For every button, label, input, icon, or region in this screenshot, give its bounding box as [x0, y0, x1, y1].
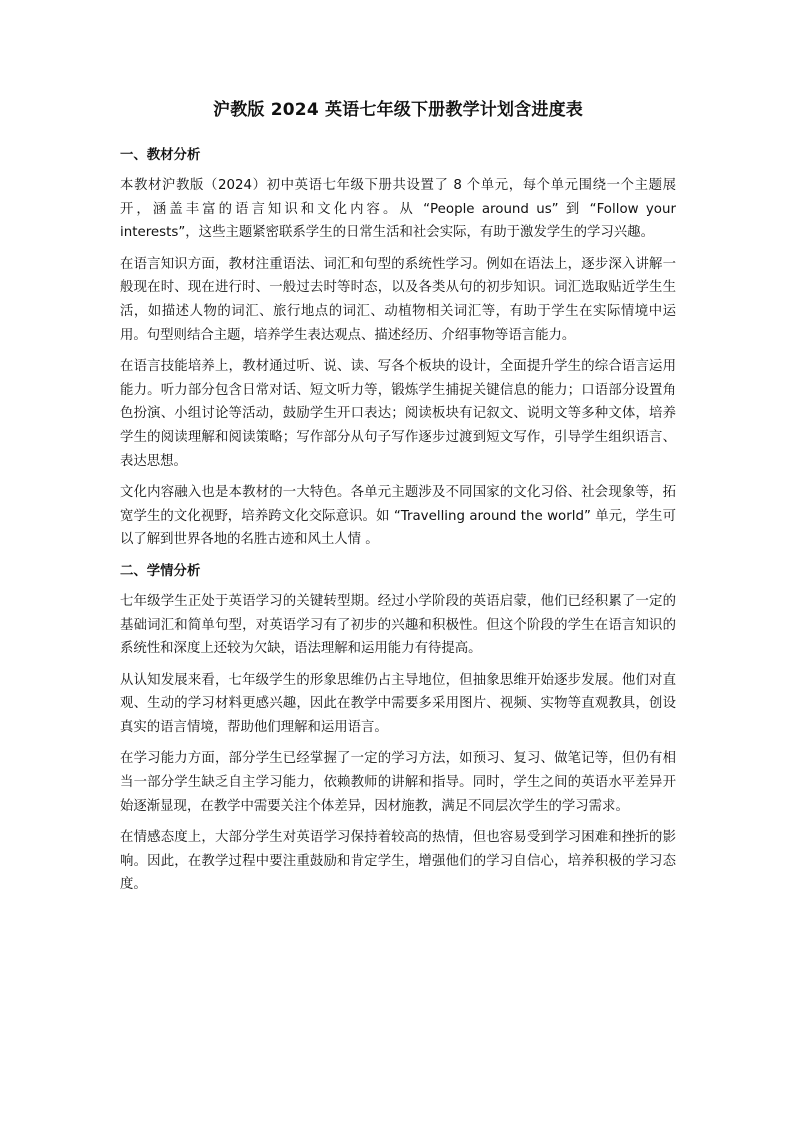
section-textbook-analysis [120, 144, 676, 552]
section-student-analysis [120, 560, 676, 897]
section-heading: 二、学情分析 [120, 563, 201, 579]
paragraph: 在语言知识方面，教材注重语法、词汇和句型的系统性学习。例如在语法上，逐步深入讲解一般现在时、现在进行时、一般过去时等时态，以及各类从句的初步知识。词汇选取贴近学生生活，如描述人物的词汇、旅行地点的词汇、动植物相关词汇等，有助于学生在实际情境中运用。句型则结合主题，培养学生表达观点、描述经历、介绍事物等语言能力。 [120, 256, 676, 343]
paragraph: 在情感态度上，大部分学生对英语学习保持着较高的热情，但也容易受到学习困难和挫折的影响。因此，在教学过程中要注重鼓励和肯定学生，增强他们的学习自信心，培养积极的学习态度。 [120, 830, 676, 893]
paragraph: 在学习能力方面，部分学生已经掌握了一定的学习方法，如预习、复习、做笔记等，但仍有相当一部分学生缺乏自主学习能力，依赖教师的讲解和指导。同时，学生之间的英语水平差异开始逐渐显现，在教学中需要关注个体差异，因材施教，满足不同层次学生的学习需求。 [120, 751, 676, 814]
paragraph: 文化内容融入也是本教材的一大特色。各单元主题涉及不同国家的文化习俗、社会现象等，拓宽学生的文化视野，培养跨文化交际意识。如 “Travelling around the world” 单元，学生可以了解到世界各地的名胜古迹和风土人情 。 [120, 485, 676, 548]
section-heading: 一、教材分析 [120, 148, 201, 163]
paragraph: 在语言技能培养上，教材通过听、说、读、写各个板块的设计，全面提升学生的综合语言运用能力。听力部分包含日常对话、短文听力等，锻炼学生捕捉关键信息的能力；口语部分设置角色扮演、小组讨论等活动，鼓励学生开口表达；阅读板块有记叙文、说明文等多种文体，培养学生的阅读理解和阅读策略；写作部分从句子写作逐步过渡到短文写作，引导学生组织语言、表达思想。 [120, 359, 676, 469]
paragraph: 从认知发展来看，七年级学生的形象思维仍占主导地位，但抽象思维开始逐步发展。他们对直观、生动的学习材料更感兴趣，因此在教学中需要多采用图片、视频、实物等直观教具，创设真实的语言情境，帮助他们理解和运用语言。 [120, 672, 676, 735]
paragraph: 本教材沪教版（2024）初中英语七年级下册共设置了 8 个单元，每个单元围绕一个主题展开，涵盖丰富的语言知识和文化内容。从 “People around us” 到 “Follow your interests”，这些主题紧密联系学生的日常生活和社会实际，有助于激发学生的学习兴趣。 [120, 178, 676, 241]
paragraph: 七年级学生正处于英语学习的关键转型期。经过小学阶段的英语启蒙，他们已经积累了一定的基础词汇和简单句型，对英语学习有了初步的兴趣和积极性。但这个阶段的学生在语言知识的系统性和深度上还较为欠缺，语法理解和运用能力有待提高。 [120, 593, 676, 657]
document-title: 沪教版 2024 英语七年级下册教学计划含进度表 [213, 100, 583, 120]
